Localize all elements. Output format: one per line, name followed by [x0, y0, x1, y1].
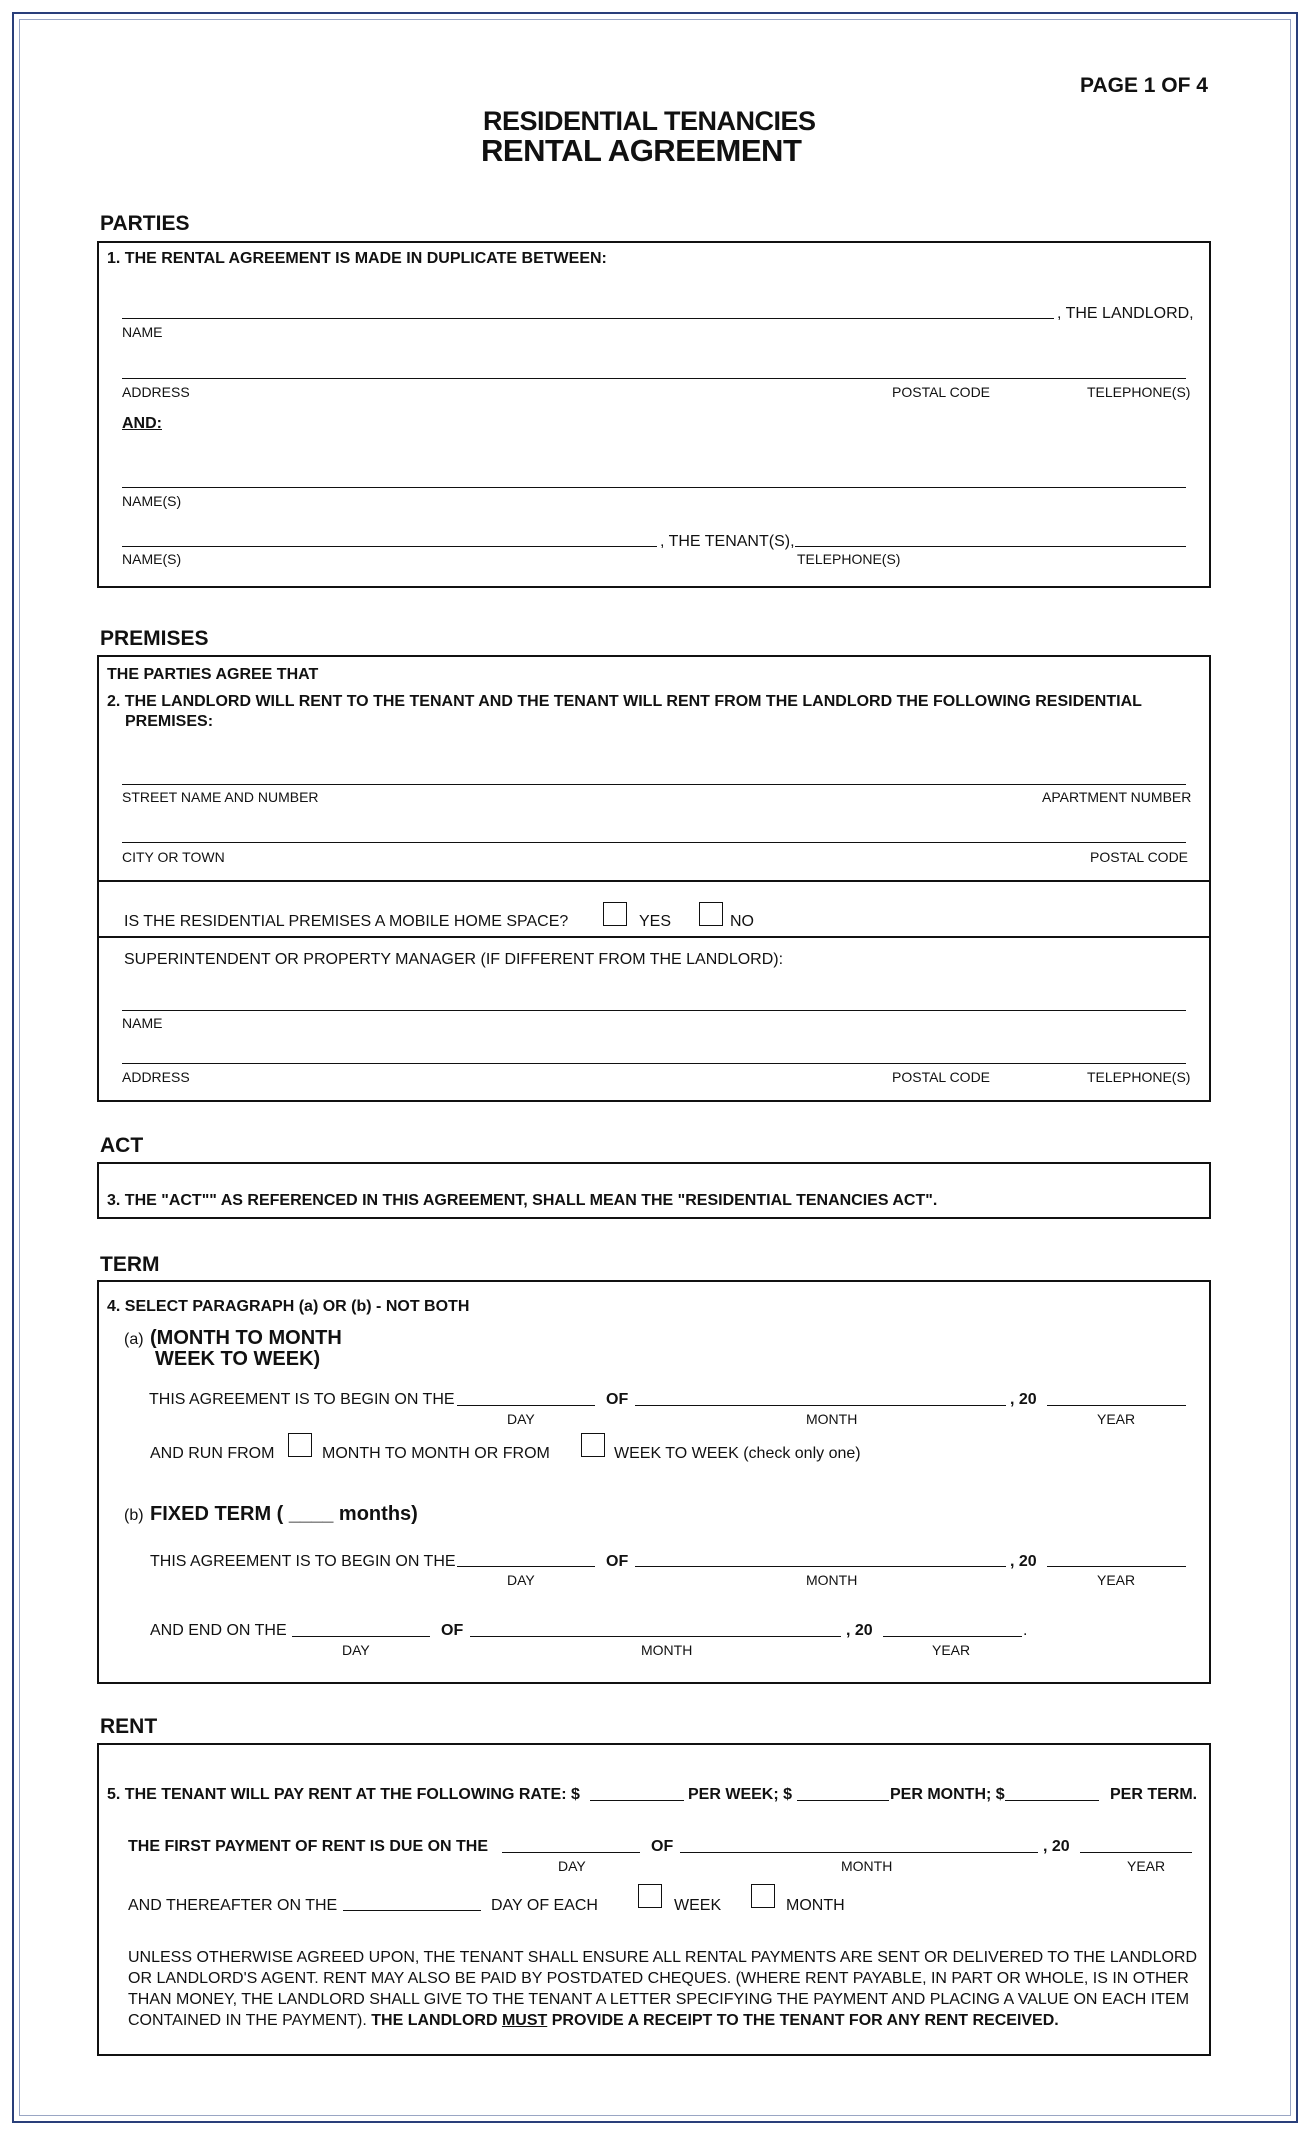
week-to-week-label: WEEK TO WEEK (check only one)	[614, 1445, 861, 1462]
thereafter-label: AND THEREAFTER ON THE	[128, 1897, 338, 1914]
tenant-names-caption-2: NAME(S)	[122, 551, 182, 567]
and-label: AND:	[122, 415, 162, 432]
premises-postal-caption: POSTAL CODE	[1090, 849, 1189, 865]
end-of-label: OF	[441, 1622, 464, 1639]
street-caption: STREET NAME AND NUMBER	[122, 789, 319, 805]
first-payment-month-line[interactable]	[680, 1852, 1038, 1853]
end-day-caption: DAY	[342, 1642, 370, 1658]
the-landlord-label: , THE LANDLORD,	[1057, 305, 1194, 322]
term-a-title-2: WEEK TO WEEK)	[155, 1348, 321, 1370]
landlord-name-line[interactable]	[122, 318, 1054, 319]
super-postal-caption: POSTAL CODE	[892, 1069, 991, 1085]
super-address-line[interactable]	[122, 1063, 1186, 1064]
term-a-begin-label: THIS AGREEMENT IS TO BEGIN ON THE	[149, 1391, 455, 1408]
landlord-telephone-caption: TELEPHONE(S)	[1087, 384, 1191, 400]
tenant-names-line-2[interactable]	[122, 546, 657, 547]
each-month-label: MONTH	[786, 1897, 845, 1914]
title-line-2: RENTAL AGREEMENT	[481, 133, 802, 168]
act-box	[97, 1162, 1211, 1219]
mobile-yes-label: YES	[639, 913, 672, 930]
parties-clause: 1. THE RENTAL AGREEMENT IS MADE IN DUPLICATE BETWEEN:	[107, 250, 607, 267]
parties-box	[97, 241, 1211, 588]
title-line-1: RESIDENTIAL TENANCIES	[483, 106, 816, 136]
street-line[interactable]	[122, 784, 1186, 785]
premises-divider-2	[97, 936, 1211, 938]
term-b-twenty-label: , 20	[1010, 1553, 1037, 1570]
parties-heading: PARTIES	[100, 212, 190, 235]
landlord-address-caption: ADDRESS	[122, 384, 190, 400]
super-telephone-caption: TELEPHONE(S)	[1087, 1069, 1191, 1085]
term-clause: 4. SELECT PARAGRAPH (a) OR (b) - NOT BOTH	[107, 1298, 470, 1315]
each-month-checkbox[interactable]	[751, 1884, 775, 1908]
rent-rate-clause: 5. THE TENANT WILL PAY RENT AT THE FOLLOWING RATE: $	[107, 1786, 580, 1803]
thereafter-day-line[interactable]	[343, 1910, 481, 1911]
first-payment-day-caption: DAY	[558, 1858, 586, 1874]
landlord-name-caption: NAME	[122, 324, 163, 340]
premises-box	[97, 655, 1211, 1102]
city-caption: CITY OR TOWN	[122, 849, 225, 865]
rent-per-month-line[interactable]	[797, 1800, 889, 1801]
tenant-names-caption-1: NAME(S)	[122, 493, 182, 509]
day-of-each-label: DAY OF EACH	[491, 1897, 598, 1914]
end-day-line[interactable]	[292, 1636, 430, 1637]
term-b-month-caption: MONTH	[806, 1572, 858, 1588]
term-a-label: (a)	[124, 1331, 144, 1348]
act-clause: 3. THE "ACT"" AS REFERENCED IN THIS AGREEMENT, SHALL MEAN THE "RESIDENTIAL TENANCIES ACT".	[107, 1192, 938, 1209]
superintendent-label: SUPERINTENDENT OR PROPERTY MANAGER (IF DIFFERENT FROM THE LANDLORD):	[124, 951, 784, 968]
landlord-address-line[interactable]	[122, 378, 1186, 379]
first-payment-twenty: , 20	[1043, 1838, 1070, 1855]
month-to-month-checkbox[interactable]	[288, 1433, 312, 1457]
first-payment-month-caption: MONTH	[841, 1858, 893, 1874]
each-week-checkbox[interactable]	[638, 1884, 662, 1908]
tenant-telephone-caption: TELEPHONE(S)	[797, 551, 901, 567]
per-term-label: PER TERM.	[1110, 1786, 1198, 1803]
apartment-caption: APARTMENT NUMBER	[1042, 789, 1192, 805]
first-payment-year-line[interactable]	[1080, 1852, 1192, 1853]
term-a-month-caption: MONTH	[806, 1411, 858, 1427]
per-month-label: PER MONTH; $	[890, 1786, 1005, 1803]
term-a-title-1: (MONTH TO MONTH	[150, 1327, 342, 1349]
per-week-label: PER WEEK; $	[688, 1786, 793, 1803]
super-name-caption: NAME	[122, 1015, 163, 1031]
end-period: .	[1023, 1622, 1028, 1639]
premises-clause-line2: PREMISES:	[125, 713, 214, 730]
rent-per-term-line[interactable]	[1005, 1800, 1099, 1801]
run-from-label: AND RUN FROM	[150, 1445, 275, 1462]
term-b-day-line[interactable]	[457, 1566, 595, 1567]
first-payment-of: OF	[651, 1838, 674, 1855]
term-a-day-caption: DAY	[507, 1411, 535, 1427]
week-to-week-checkbox[interactable]	[581, 1433, 605, 1457]
the-tenants-label: , THE TENANT(S),	[660, 533, 795, 550]
term-heading: TERM	[100, 1253, 160, 1276]
term-b-of-label: OF	[606, 1553, 629, 1570]
page-number: PAGE 1 OF 4	[1080, 74, 1208, 97]
mobile-no-label: NO	[730, 913, 754, 930]
tenant-names-line-1[interactable]	[122, 487, 1186, 488]
term-b-month-line[interactable]	[635, 1566, 1006, 1567]
end-year-caption: YEAR	[932, 1642, 971, 1658]
term-a-year-line[interactable]	[1047, 1405, 1186, 1406]
super-name-line[interactable]	[122, 1010, 1186, 1011]
term-b-day-caption: DAY	[507, 1572, 535, 1588]
super-address-caption: ADDRESS	[122, 1069, 190, 1085]
term-b-year-caption: YEAR	[1097, 1572, 1136, 1588]
end-month-line[interactable]	[470, 1636, 841, 1637]
end-on-label: AND END ON THE	[150, 1622, 287, 1639]
landlord-postal-caption: POSTAL CODE	[892, 384, 991, 400]
first-payment-year-caption: YEAR	[1127, 1858, 1166, 1874]
rent-per-week-line[interactable]	[590, 1800, 684, 1801]
each-week-label: WEEK	[674, 1897, 722, 1914]
first-payment-day-line[interactable]	[502, 1852, 640, 1853]
premises-divider-1	[97, 880, 1211, 882]
term-a-month-line[interactable]	[635, 1405, 1006, 1406]
act-heading: ACT	[100, 1134, 144, 1157]
premises-clause-line1: 2. THE LANDLORD WILL RENT TO THE TENANT AND THE TENANT WILL RENT FROM THE LANDLORD THE FOLLOWING RESIDENTIAL	[107, 693, 1142, 710]
city-line[interactable]	[122, 842, 1186, 843]
mobile-home-question: IS THE RESIDENTIAL PREMISES A MOBILE HOME SPACE?	[124, 913, 569, 930]
term-b-title: FIXED TERM ( ____ months)	[150, 1503, 418, 1525]
term-a-year-caption: YEAR	[1097, 1411, 1136, 1427]
premises-agree: THE PARTIES AGREE THAT	[107, 666, 319, 683]
mobile-yes-checkbox[interactable]	[603, 902, 627, 926]
rent-payment-paragraph: UNLESS OTHERWISE AGREED UPON, THE TENANT SHALL ENSURE ALL RENTAL PAYMENTS ARE SENT OR DELIVERED TO THE LANDLORD OR LANDLORD'S AGENT. RENT MAY ALSO BE PAID BY POSTDATED CHEQUES. (WHERE RENT PAYABLE, IN PART OR WHOLE, IS IN OTHER THAN MONEY, THE LANDLORD SHALL GIVE TO THE TENANT A LETTER SPECIFYING THE PAYMENT AND PLACING A VALUE ON EACH ITEM CONTAINED IN THE PAYMENT). THE LANDLORD MUST PROVIDE A RECEIPT TO THE TENANT FOR ANY RENT RECEIVED.	[128, 1949, 1198, 2029]
month-to-month-label: MONTH TO MONTH OR FROM	[322, 1445, 550, 1462]
mobile-no-checkbox[interactable]	[699, 902, 723, 926]
term-b-begin-label: THIS AGREEMENT IS TO BEGIN ON THE	[150, 1553, 456, 1570]
end-month-caption: MONTH	[641, 1642, 693, 1658]
term-a-twenty-label: , 20	[1010, 1391, 1037, 1408]
end-year-line[interactable]	[883, 1636, 1022, 1637]
premises-heading: PREMISES	[100, 627, 209, 650]
end-twenty-label: , 20	[846, 1622, 873, 1639]
term-a-of-label: OF	[606, 1391, 629, 1408]
first-payment-label: THE FIRST PAYMENT OF RENT IS DUE ON THE	[128, 1838, 489, 1855]
term-b-year-line[interactable]	[1047, 1566, 1186, 1567]
rent-heading: RENT	[100, 1715, 158, 1738]
term-a-day-line[interactable]	[457, 1405, 595, 1406]
term-b-label: (b)	[124, 1507, 144, 1524]
tenant-telephone-line[interactable]	[795, 546, 1186, 547]
